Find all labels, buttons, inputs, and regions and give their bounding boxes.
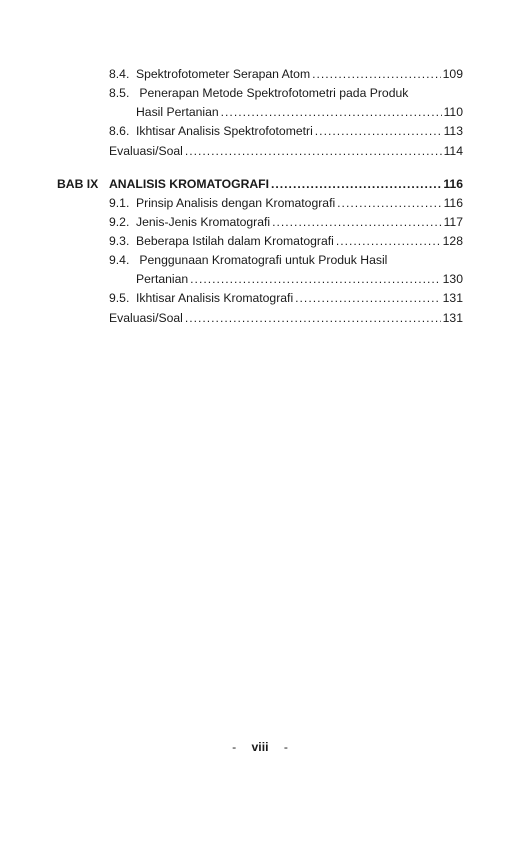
toc-entry-evaluation-9[interactable] [109,310,463,326]
evaluation-title: Evaluasi/Soal [109,144,183,158]
footer-page-number: viii [251,740,269,754]
toc-entry-8-5-line1[interactable] [109,85,463,101]
toc-entry-9-2[interactable] [109,214,463,230]
section-number: 9.2. [109,215,130,229]
dot-leader [315,123,442,139]
page-number: 116 [443,177,463,191]
dot-leader [221,104,442,120]
dot-leader [336,233,441,249]
toc-entry-8-4[interactable] [109,66,463,82]
toc-entry-chapter-9[interactable] [109,176,463,192]
dot-leader [312,66,441,82]
toc-entry-9-4-line1[interactable] [109,252,463,268]
toc-entry-8-5-line2[interactable] [136,104,463,120]
toc-entry-9-1[interactable] [109,195,463,211]
dot-leader [337,195,441,211]
section-title: Ikhtisar Analisis Spektrofotometri [136,124,313,138]
dot-leader [295,290,441,306]
section-number: 9.5. [109,291,130,305]
section-number: 9.1. [109,196,130,210]
dot-leader [190,271,440,287]
toc-entry-9-3[interactable] [109,233,463,249]
toc-entry-8-6[interactable] [109,123,463,139]
page-number: 117 [443,215,463,229]
section-number: 8.5. [109,86,130,100]
page-number: 114 [443,144,463,158]
dot-leader [271,176,441,192]
section-title: Prinsip Analisis dengan Kromatografi [136,196,336,210]
section-title: Spektrofotometer Serapan Atom [136,67,311,81]
section-title-continued: Hasil Pertanian [136,105,219,119]
section-title: Jenis-Jenis Kromatografi [136,215,271,229]
section-title: Beberapa Istilah dalam Kromatografi [136,234,334,248]
page-footer [0,740,520,754]
dot-leader [185,143,442,159]
toc-entry-9-4-line2[interactable] [136,271,463,287]
page-number: 131 [442,311,463,325]
section-number: 8.6. [109,124,130,138]
section-title: Ikhtisar Analisis Kromatografi [136,291,294,305]
section-number: 9.3. [109,234,130,248]
section-number: 9.4. [109,253,130,267]
page-number: 128 [442,234,463,248]
section-title: Penerapan Metode Spektrofotometri pada Produk [139,86,409,100]
page-number: 110 [443,105,463,119]
chapter-title: ANALISIS KROMATOGRAFI [109,177,270,191]
toc-entry-9-5[interactable] [109,290,463,306]
dot-leader [272,214,441,230]
footer-dash-right: - [283,740,288,754]
page-number: 130 [442,272,463,286]
page-number: 116 [443,196,463,210]
page-number: 131 [442,291,463,305]
footer-dash-left: - [232,740,237,754]
section-title-continued: Pertanian [136,272,189,286]
section-title: Penggunaan Kromatografi untuk Produk Hasil [139,253,388,267]
page-number: 109 [442,67,463,81]
toc-entry-evaluation-8[interactable] [109,143,463,159]
dot-leader [185,310,441,326]
section-number: 8.4. [109,67,130,81]
page-number: 113 [443,124,463,138]
evaluation-title: Evaluasi/Soal [109,311,183,325]
chapter-label: BAB IX [57,177,99,191]
